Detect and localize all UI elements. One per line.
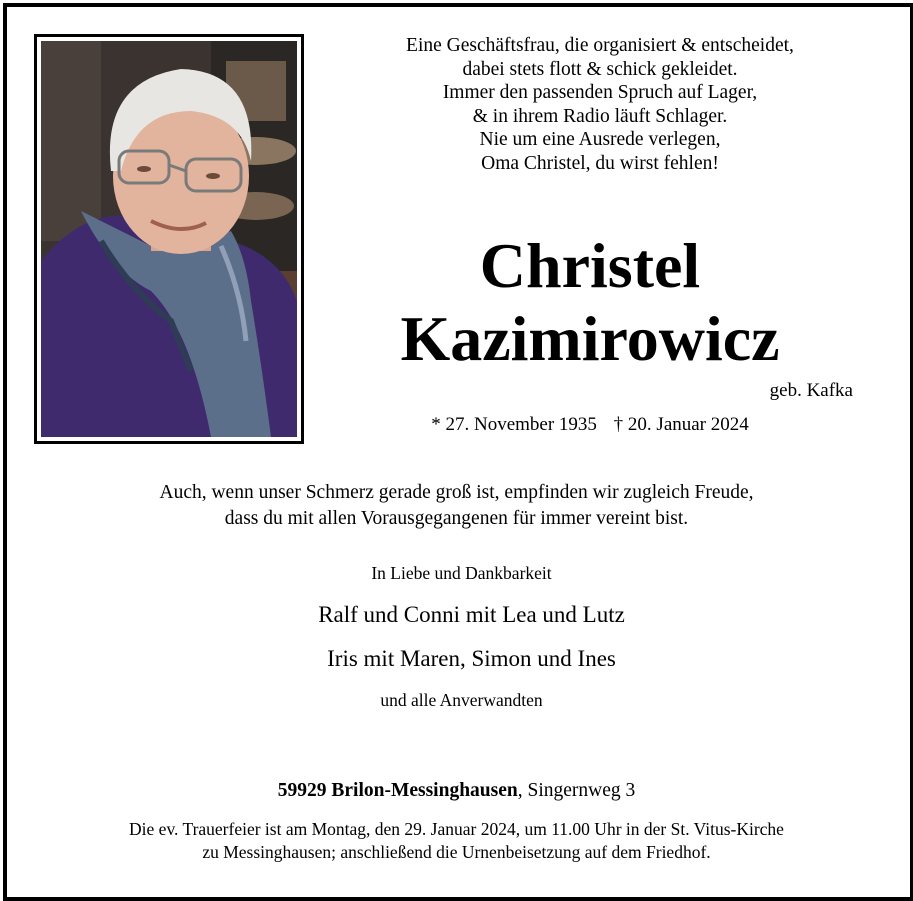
- service-line: Die ev. Trauerfeier ist am Montag, den 29. Januar 2024, um 11.00 Uhr in der St. Vitus-Kirche: [129, 819, 784, 839]
- mourners-intro: In Liebe und Dankbarkeit: [371, 563, 552, 583]
- address-street: , Singernweg 3: [517, 780, 636, 801]
- quote-line: Auch, wenn unser Schmerz gerade groß ist, empfinden wir zugleich Freude,: [159, 482, 754, 503]
- poem-line: dabei stets flott & schick gekleidet.: [462, 58, 738, 80]
- birth-name: geb. Kafka: [769, 380, 853, 401]
- memorial-quote: [40, 480, 873, 532]
- birth-date: * 27. November 1935: [431, 414, 597, 435]
- deceased-last-name: Kazimirowicz: [400, 303, 780, 374]
- poem-line: Oma Christel, du wirst fehlen!: [481, 152, 719, 174]
- quote-line: dass du mit allen Vorausgegangenen für immer vereint bist.: [224, 508, 689, 529]
- service-line: zu Messinghausen; anschließend die Urnenbeisetzung auf dem Friedhof.: [202, 842, 711, 862]
- address-place: 59929 Brilon-Messinghausen: [277, 780, 518, 801]
- poem-line: Eine Geschäftsfrau, die organisiert & entscheidet,: [406, 35, 794, 56]
- portrait-frame: [34, 34, 304, 444]
- deceased-first-name: Christel: [479, 230, 701, 301]
- family-line: Ralf und Conni mit Lea und Lutz: [318, 602, 625, 627]
- poem-line: Immer den passenden Spruch auf Lager,: [442, 82, 758, 104]
- memorial-poem: [320, 34, 880, 176]
- family-line: Iris mit Maren, Simon und Ines: [327, 646, 616, 671]
- poem-line: & in ihrem Radio läuft Schlager.: [472, 105, 728, 127]
- address: [0, 780, 913, 802]
- portrait-photo: [41, 41, 297, 437]
- death-date: † 20. Januar 2024: [613, 414, 749, 435]
- funeral-service-info: [40, 818, 873, 864]
- poem-line: Nie um eine Ausrede verlegen,: [479, 129, 721, 151]
- other-relatives: und alle Anverwandten: [380, 690, 543, 710]
- life-dates: [360, 414, 820, 436]
